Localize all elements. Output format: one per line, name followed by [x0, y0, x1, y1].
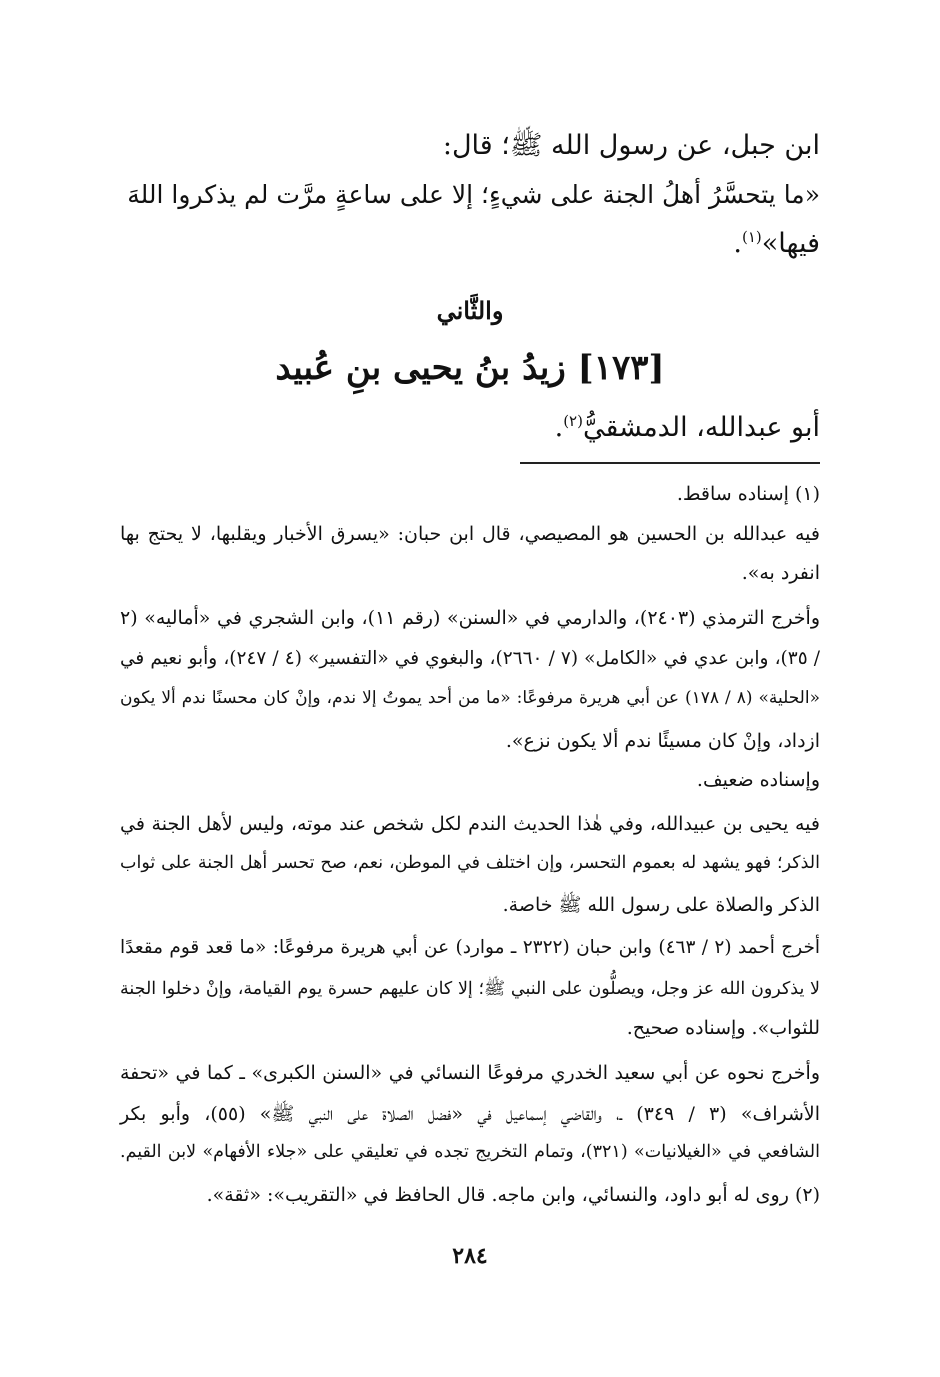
kunya-end-dot: .	[554, 412, 564, 443]
footnote-1-line-16: الأشراف» (٣ / ٣٤٩) ـ، والقاضي إسماعيل في «فضل الصلاة على النبي ﷺ» (٥٥)، وأبو بكر	[120, 1103, 820, 1125]
entry-kunya	[555, 412, 820, 443]
footnote-1-line-4: وأخرج الترمذي (٢٤٠٣)، والدارمي في «السنن» (رقم ١١)، وابن الشجري في «أماليه» (٢	[120, 607, 821, 629]
footnote-ref-1: (١)	[741, 228, 762, 246]
section-heading: والثَّاني	[436, 296, 504, 325]
footnote-1-line-8: وإسناده ضعيف.	[696, 769, 820, 791]
hadith-end: فيها»	[761, 228, 820, 259]
footnote-1-line-9: فيه يحيى بن عبيدالله، وفي هٰذا الحديث الندم لكل شخص عند موته، وليس لأهل الجنة في	[120, 813, 820, 835]
kunya-text: أبو عبدالله، الدمشقيُّ	[582, 412, 820, 443]
footnote-2: (٢) روى له أبو داود، والنسائي، وابن ماجه. قال الحافظ في «التقريب»: «ثقة».	[206, 1184, 820, 1206]
entry-title: [١٧٣] زيدُ بنُ يحيى بنِ عُبيد	[275, 348, 665, 388]
footnote-1-line-3: انفرد به».	[741, 562, 820, 584]
footnote-1-line-11: الذكر والصلاة على رسول الله ﷺ خاصة.	[502, 894, 820, 916]
main-text-line-1: ابن جبل، عن رسول الله ﷺ؛ قال:	[442, 130, 820, 161]
footnote-1-line-14: للثواب». وإسناده صحيح.	[626, 1017, 820, 1039]
footnote-1-line-13: لا يذكرون الله عز وجل، ويصلُّون على النبي ﷺ؛ إلا كان عليهم حسرة يوم القيامة، وإنْ دخلوا الجنة	[120, 979, 820, 999]
footnote-ref-2: (٢)	[563, 412, 583, 430]
footnote-1-line-2: فيه عبدالله بن الحسين هو المصيصي، قال ابن حبان: «يسرق الأخبار ويقلبها، لا يحتج بها	[120, 523, 820, 545]
page-number: ٢٨٤	[452, 1243, 488, 1269]
footnote-1-line-15: وأخرج نحوه عن أبي سعيد الخدري مرفوعًا النسائي في «السنن الكبرى» ـ كما في «تحفة	[120, 1062, 820, 1084]
main-text-line-2: «ما يتحسَّرُ أهلُ الجنة على شيءٍ؛ إلا على ساعةٍ مرَّت لم يذكروا اللهَ	[127, 180, 820, 209]
line-end-dot: .	[733, 228, 742, 259]
footnote-1-line-17: الشافعي في «الغيلانيات» (٣٢١)، وتمام التخريج تجده في تعليقي على «جلاء الأفهام» لابن القيم.	[120, 1142, 820, 1162]
footnote-1-title: (١) إسناده ساقط.	[676, 483, 820, 505]
footnote-1-line-5: / ٣٥)، وابن عدي في «الكامل» (٧ / ٢٦٦٠)، والبغوي في «التفسير» (٤ / ٢٤٧)، وأبو نعيم في	[120, 648, 820, 669]
footnote-1-line-12: أخرج أحمد (٢ / ٤٦٣) وابن حبان (٢٣٢٢ ـ موارد) عن أبي هريرة مرفوعًا: «ما قعد قوم مقعدًا	[120, 937, 821, 958]
footnote-1-line-7: ازداد، وإنْ كان مسيئًا ندم ألا يكون نزع».	[505, 730, 820, 752]
main-text-line-3	[733, 228, 820, 259]
footnote-separator	[520, 462, 820, 464]
footnote-1-line-10: الذكر؛ فهو يشهد له بعموم التحسر، وإن اختلف في الموطن، نعم، صح تحسر أهل الجنة على ثواب	[120, 853, 820, 873]
footnote-1-line-6: «الحلية» (٨ / ١٧٨) عن أبي هريرة مرفوعًا: «ما من أحد يموتُ إلا ندم، وإنْ كان محسنًا ندم ألا يكون	[120, 688, 820, 708]
